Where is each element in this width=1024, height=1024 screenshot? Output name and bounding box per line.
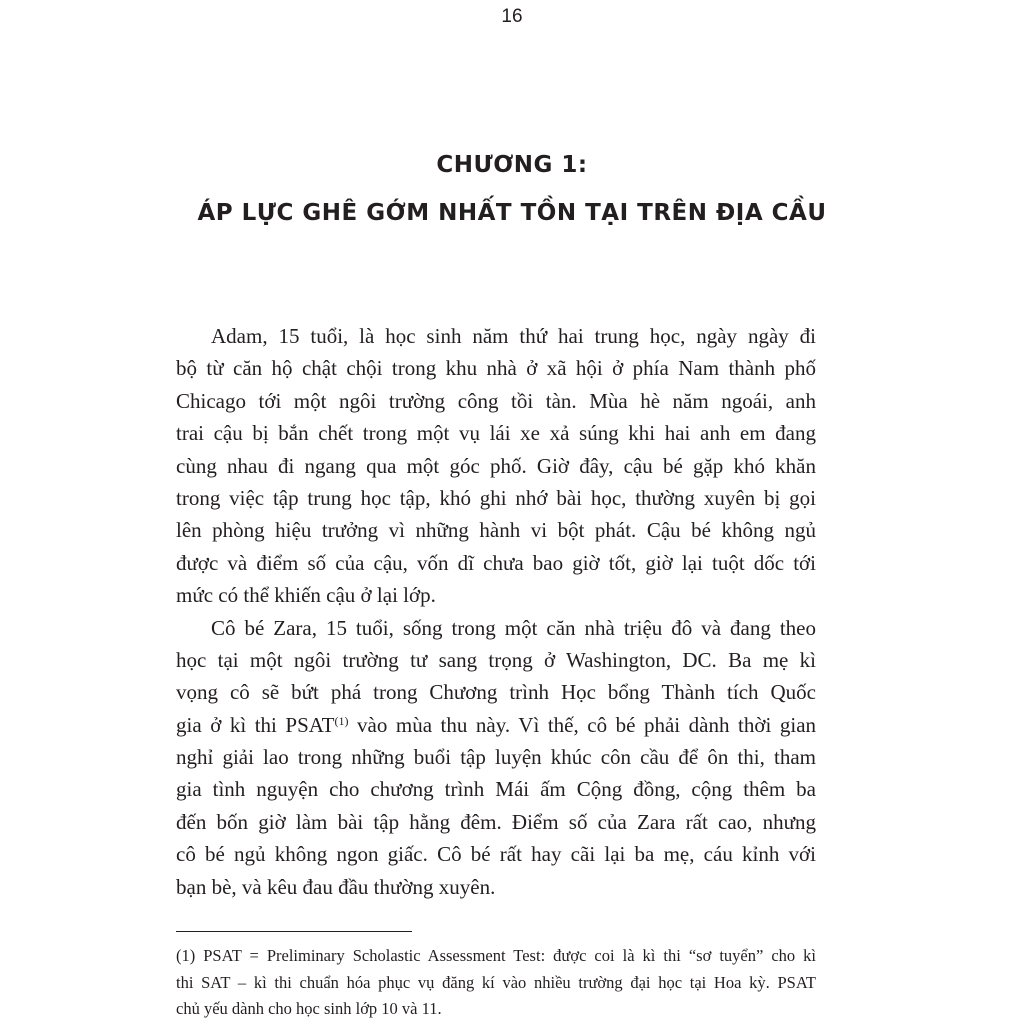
paragraph-line: bạn bè, và kêu đau đầu thường xuyên. [176,874,496,899]
paragraph-line: mức có thể khiến cậu ở lại lớp. [176,583,436,608]
footnote-line: thi SAT – kì thi chuẩn hóa phục vụ đăng kí vào nhiều trường đại học tại Hoa kỳ. PSAT [176,972,816,992]
paragraph-line: cô bé ngủ không ngon giấc. Cô bé rất hay cãi lại ba mẹ, cáu kỉnh với [176,842,816,867]
paragraph-line: được và điểm số của cậu, vốn dĩ chưa bao giờ tốt, giờ lại tuột dốc tới [176,550,816,575]
line-end: vào mùa thu này. Vì thế, cô bé phải dành thời gian [357,712,817,737]
page-number: 16 [501,6,523,27]
footnote-line: (1) PSAT = Preliminary Scholastic Assessment Test: được coi là kì thi “sơ tuyển” cho kì [176,946,816,965]
paragraph-line: bộ từ căn hộ chật chội trong khu nhà ở xã hội ở phía Nam thành phố [176,356,816,381]
paragraph-line: Cô bé Zara, 15 tuổi, sống trong một căn nhà triệu đô và đang theo [211,615,816,640]
footnote-reference[interactable]: (1) [334,713,349,728]
body-text [176,320,816,903]
paragraph-line: học tại một ngôi trường tư sang trọng ở Washington, DC. Ba mẹ kì [176,647,816,672]
chapter-title: ÁP LỰC GHÊ GỚM NHẤT TỒN TẠI TRÊN ĐỊA CẦU [197,200,827,226]
line-start: gia ở kì thi PSAT [176,712,335,737]
footnote-divider [176,931,412,932]
paragraph-line: gia tình nguyện cho chương trình Mái ấm Cộng đồng, cộng thêm ba [176,777,816,802]
footnote-line: chủ yếu dành cho học sinh lớp 10 và 11. [176,999,442,1018]
paragraph-line: trong việc tập trung học tập, khó ghi nhớ bài học, thường xuyên bị gọi [176,485,816,510]
chapter-number: CHƯƠNG 1: [436,152,588,178]
paragraph-adam [176,320,816,612]
paragraph-line: Chicago tới một ngôi trường công tồi tàn. Mùa hè năm ngoái, anh [176,388,816,413]
paragraph-line: Adam, 15 tuổi, là học sinh năm thứ hai trung học, ngày ngày đi [211,324,816,348]
paragraph-line: vọng cô sẽ bứt phá trong Chương trình Học bổng Thành tích Quốc [176,680,816,705]
paragraph-zara [176,612,816,904]
paragraph-line: cùng nhau đi ngang qua một góc phố. Giờ đây, cậu bé gặp khó khăn [176,453,816,478]
paragraph-line: nghỉ giải lao trong những buổi tập luyện khúc côn cầu để ôn thi, tham [176,745,816,770]
paragraph-line: đến bốn giờ làm bài tập hằng đêm. Điểm số của Zara rất cao, nhưng [176,809,816,834]
paragraph-line: lên phòng hiệu trưởng vì những hành vi bột phát. Cậu bé không ngủ [176,518,816,543]
paragraph-line-with-footnote [176,709,816,741]
chapter-heading [0,147,1024,243]
footnote [176,943,816,1023]
paragraph-line: trai cậu bị bắn chết trong một vụ lái xe xả súng khi hai anh em đang [176,421,816,446]
